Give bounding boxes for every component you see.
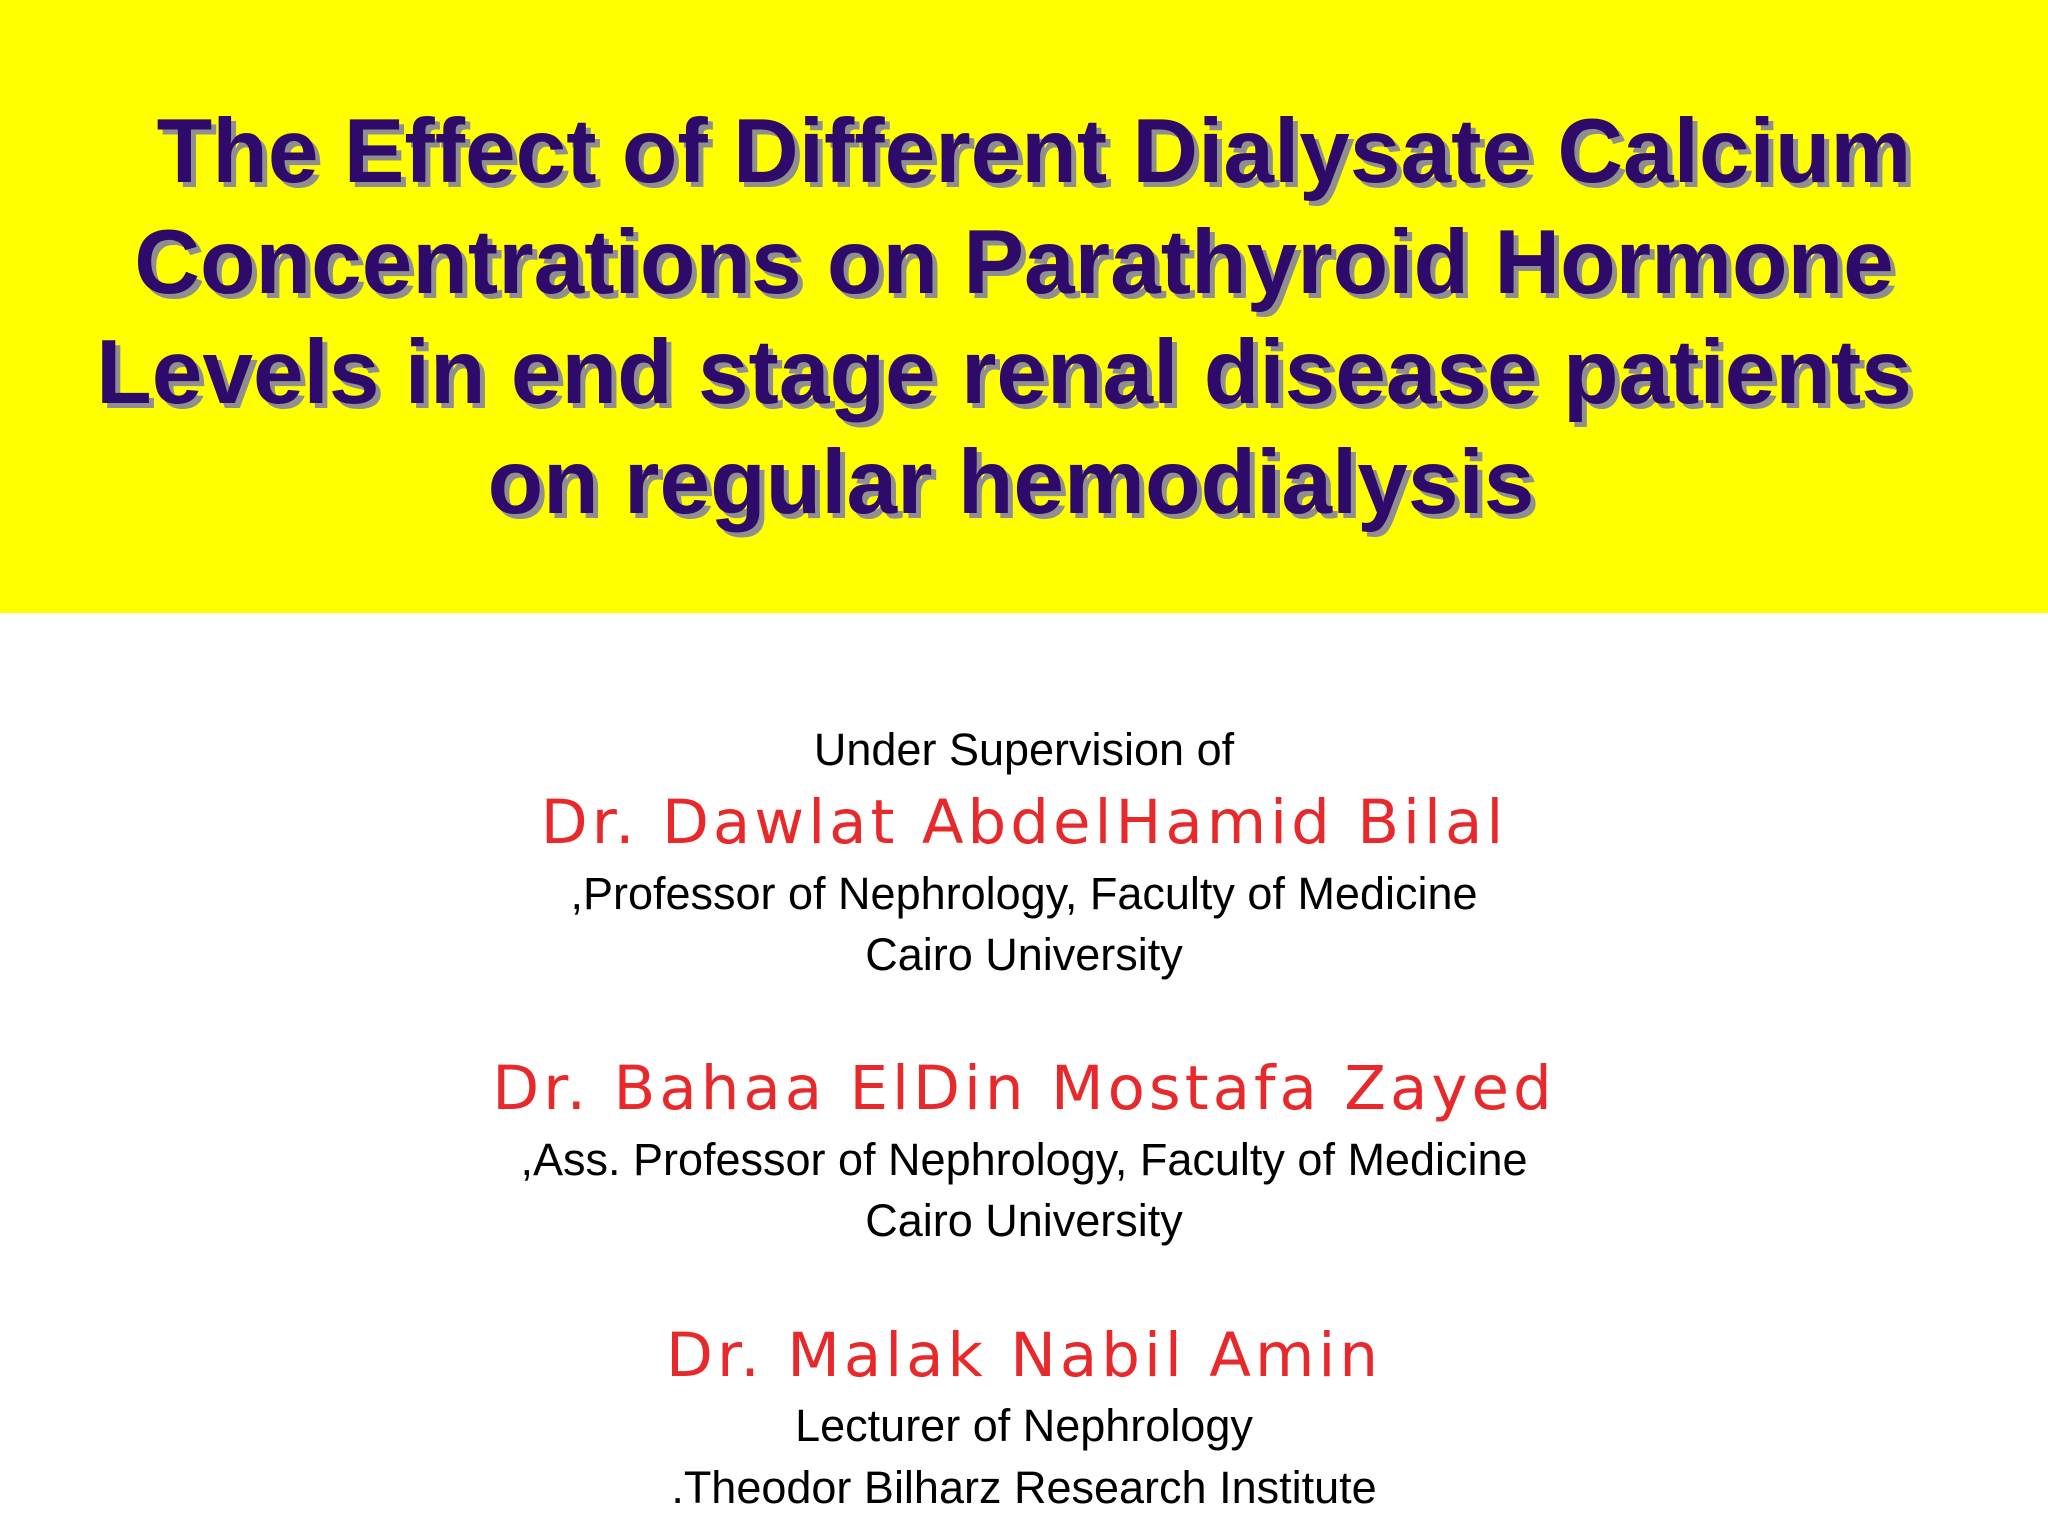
supervisor-name-2: Dr. Bahaa ElDin Mostafa Zayed [492, 1053, 1556, 1124]
title-line-1: The Effect of Different Dialysate Calcium [156, 101, 1912, 202]
supervisor-position-2: ,Ass. Professor of Nephrology, Faculty of Medicine [520, 1134, 1528, 1185]
title-line-2: Concentrations on Parathyroid Hormone [134, 212, 1894, 313]
supervision-intro: Under Supervision of [813, 724, 1235, 775]
supervisor-institution-3: .Theodor Bilharz Research Institute [671, 1462, 1377, 1513]
title-line-4: on regular hemodialysis [487, 432, 1535, 533]
title-banner [0, 0, 2048, 613]
supervisor-position-1: ,Professor of Nephrology, Faculty of Medicine [570, 868, 1478, 919]
supervisor-name-3: Dr. Malak Nabil Amin [665, 1320, 1383, 1391]
supervisor-institution-1: Cairo University [865, 929, 1183, 980]
supervisor-institution-2: Cairo University [865, 1195, 1183, 1246]
supervisor-name-1: Dr. Dawlat AbdelHamid Bilal [540, 787, 1508, 858]
supervisor-position-3: Lecturer of Nephrology [795, 1400, 1253, 1451]
title-line-3: Levels in end stage renal disease patients [96, 322, 1912, 423]
